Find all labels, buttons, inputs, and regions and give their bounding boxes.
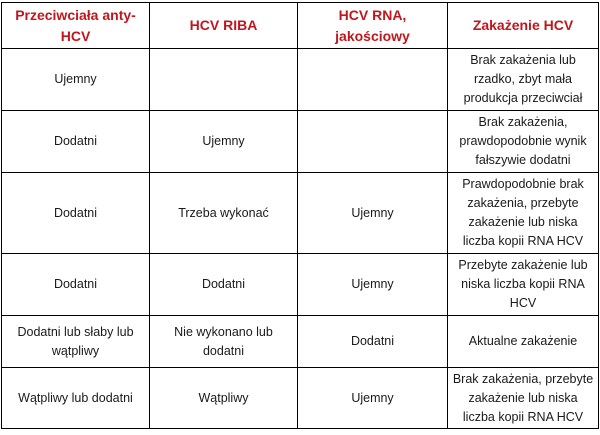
header-row — [2, 3, 599, 49]
cell-hcv-riba: Nie wykonano lub dodatni — [150, 316, 298, 368]
table-row — [2, 49, 599, 111]
table-header — [2, 3, 599, 49]
table-row — [2, 316, 599, 368]
hcv-results-table — [1, 2, 599, 429]
cell-hcv-infection: Prawdopodobnie brak zakażenia, przebyte zakażenie lub niska liczba kopii RNA HCV — [448, 173, 599, 254]
cell-hcv-infection: Aktualne zakażenie — [448, 316, 599, 368]
cell-hcv-rna — [298, 111, 448, 173]
cell-hcv-riba: Ujemny — [150, 111, 298, 173]
table-row — [2, 368, 599, 429]
cell-hcv-riba: Wątpliwy — [150, 368, 298, 429]
table-row — [2, 111, 599, 173]
header-hcv-infection: Zakażenie HCV — [448, 3, 599, 49]
table-row — [2, 254, 599, 316]
cell-anti-hcv: Dodatni — [2, 254, 150, 316]
cell-hcv-infection: Brak zakażenia, przebyte zakażenie lub niska liczba kopii RNA HCV — [448, 368, 599, 429]
cell-hcv-riba — [150, 49, 298, 111]
cell-hcv-infection: Brak zakażenia, prawdopodobnie wynik fałszywie dodatni — [448, 111, 599, 173]
table-body — [2, 49, 599, 429]
cell-hcv-rna: Ujemny — [298, 173, 448, 254]
cell-anti-hcv: Ujemny — [2, 49, 150, 111]
cell-hcv-riba: Dodatni — [150, 254, 298, 316]
header-anti-hcv: Przeciwciała anty-HCV — [2, 3, 150, 49]
header-hcv-rna: HCV RNA, jakościowy — [298, 3, 448, 49]
cell-anti-hcv: Dodatni — [2, 173, 150, 254]
cell-hcv-riba: Trzeba wykonać — [150, 173, 298, 254]
cell-hcv-rna: Dodatni — [298, 316, 448, 368]
cell-anti-hcv: Wątpliwy lub dodatni — [2, 368, 150, 429]
cell-anti-hcv: Dodatni — [2, 111, 150, 173]
cell-hcv-rna: Ujemny — [298, 254, 448, 316]
cell-hcv-rna: Ujemny — [298, 368, 448, 429]
cell-hcv-rna — [298, 49, 448, 111]
cell-hcv-infection: Brak zakażenia lub rzadko, zbyt mała produkcja przeciwciał — [448, 49, 599, 111]
cell-anti-hcv: Dodatni lub słaby lub wątpliwy — [2, 316, 150, 368]
cell-hcv-infection: Przebyte zakażenie lub niska liczba kopii RNA HCV — [448, 254, 599, 316]
table-row — [2, 173, 599, 254]
header-hcv-riba: HCV RIBA — [150, 3, 298, 49]
